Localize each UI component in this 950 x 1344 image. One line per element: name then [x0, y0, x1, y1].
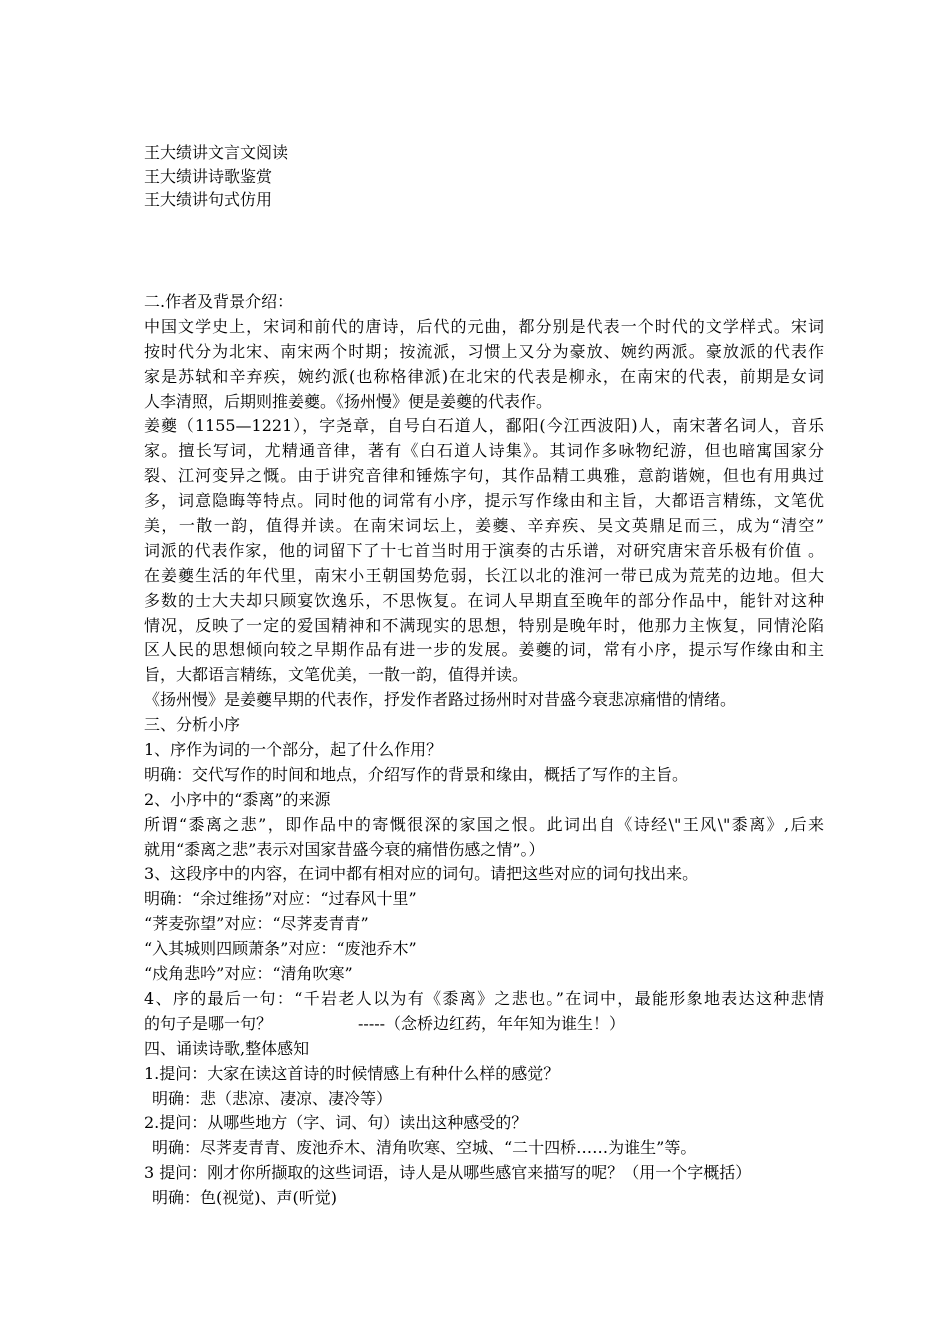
- text-line-content: 2、小序中的“黍离”的来源: [144, 789, 331, 809]
- text-line: [144, 912, 824, 937]
- text-line-content: 裂、江河变异之慨。由于讲究音律和锤炼字句，其作品精工典雅，意韵谐婉，但也有用典过: [144, 466, 824, 486]
- text-line: [144, 663, 824, 688]
- text-line: [144, 838, 824, 863]
- text-line: [144, 489, 824, 514]
- text-line-content: “戍角悲吟”对应：“清角吹寒”: [144, 964, 353, 984]
- text-line-content: 姜夔（1155—1221），字尧章，自号白石道人，鄱阳(今江西波阳)人，南宋著名词人，音乐: [144, 416, 824, 436]
- text-line: [144, 813, 824, 838]
- text-line-content: 1、序作为词的一个部分，起了什么作用？: [144, 740, 443, 760]
- text-line-content: 多，词意隐晦等特点。同时他的词常有小序，提示写作缘由和主旨，大都语言精练，文笔优: [144, 491, 824, 511]
- text-line: [144, 589, 824, 614]
- text-line-content: 多数的士大夫却只顾宴饮逸乐，不思恢复。在词人早期直至晚年的部分作品中，能针对这种: [144, 590, 824, 610]
- text-line-content: 明确：尽荠麦青青、废池乔木、清角吹寒、空城、“二十四桥……为谁生”等。: [152, 1138, 697, 1158]
- text-line: [144, 987, 824, 1012]
- text-line: [144, 340, 824, 365]
- related-link[interactable]: 王大绩讲文言文阅读: [144, 143, 289, 162]
- text-line: [144, 1136, 824, 1161]
- text-line-content: 1.提问：大家在读这首诗的时候情感上有种什么样的感觉？: [144, 1063, 560, 1083]
- text-line-content: “荠麦弥望”对应：“尽荠麦青青”: [144, 914, 369, 934]
- document-body: [144, 290, 824, 1211]
- related-link[interactable]: 王大绩讲诗歌鉴赏: [144, 166, 273, 186]
- text-line-content: 旨，大都语言精练，文笔优美，一散一韵，值得并读。: [144, 665, 529, 685]
- text-line-content: 所谓“黍离之悲”，即作品中的寄慨很深的家国之恨。此词出自《诗经\"王风\"黍离》,后来: [144, 814, 824, 834]
- text-line: [144, 688, 824, 713]
- text-line: [144, 614, 824, 639]
- related-links: [144, 141, 824, 212]
- text-line-content: 明确：色(视觉)、声(听觉): [152, 1188, 337, 1208]
- text-line-content: 明确：交代写作的时间和地点，介绍写作的背景和缘由，概括了写作的主旨。: [144, 764, 689, 784]
- text-line-content: 《扬州慢》是姜夔早期的代表作，抒发作者路过扬州时对昔盛今衰悲凉痛惜的情绪。: [144, 690, 737, 710]
- text-line-content: 三、分析小序: [144, 715, 241, 735]
- text-line: [144, 1037, 824, 1062]
- text-line: [144, 539, 824, 564]
- text-line-content: 3 提问：刚才你所撷取的这些词语，诗人是从哪些感官来描写的呢？（用一个字概括）: [144, 1163, 752, 1183]
- text-line: [144, 1161, 824, 1186]
- text-line: [144, 439, 824, 464]
- text-line-content: 4、序的最后一句：“千岩老人以为有《黍离》之悲也。”在词中，最能形象地表达这种悲情: [144, 988, 824, 1008]
- text-line-content: 就用“黍离之悲”表示对国家昔盛今衰的痛惜伤感之情”。）: [144, 839, 545, 859]
- text-line: [144, 315, 824, 340]
- text-line-content: 的句子是哪一句？: [144, 1013, 273, 1033]
- text-line-content: 家是苏轼和辛弃疾，婉约派(也称格律派)在北宋的代表是柳永，在南宋的代表，前期是女词: [144, 366, 824, 386]
- text-line-content: 在姜夔生活的年代里，南宋小王朝国势危弱，长江以北的淮河一带已成为荒芜的边地。但大: [144, 565, 824, 585]
- text-line: [144, 1012, 824, 1037]
- text-line-content: 明确：悲（悲凉、凄凉、凄冷等）: [152, 1088, 393, 1108]
- text-line: [144, 365, 824, 390]
- text-line-content: 二.作者及背景介绍：: [144, 292, 294, 311]
- text-line: [144, 290, 824, 315]
- text-line: [144, 887, 824, 912]
- text-line-content: 美，一散一韵，值得并读。在南宋词坛上，姜夔、辛弃疾、吴文英鼎足而三，成为“清空”: [144, 516, 824, 536]
- text-line: [144, 514, 824, 539]
- text-line: [144, 862, 824, 887]
- text-line-content: 情况，反映了一定的爱国精神和不满现实的思想，特别是晚年时，他那力主恢复，同情沦陷: [144, 615, 824, 635]
- text-line: [144, 713, 824, 738]
- text-line-content: 家。擅长写词，尤精通音律，著有《白石道人诗集》。其词作多咏物纪游，但也暗寓国家分: [144, 441, 824, 461]
- text-line: [144, 564, 824, 589]
- text-line: [144, 1087, 824, 1112]
- text-line: [144, 1111, 824, 1136]
- text-line: [144, 1062, 824, 1087]
- text-line: [144, 763, 824, 788]
- text-line: [144, 390, 824, 415]
- text-line: [144, 464, 824, 489]
- answer-text: -----（念桥边红药，年年知为谁生！）: [358, 1013, 626, 1033]
- text-line: [144, 738, 824, 763]
- text-line-content: 区人民的思想倾向较之早期作品有进一步的发展。姜夔的词，常有小序，提示写作缘由和主: [144, 640, 824, 660]
- text-line: [144, 414, 824, 439]
- related-link[interactable]: 王大绩讲句式仿用: [144, 190, 273, 209]
- text-line-content: 2.提问：从哪些地方（字、词、句）读出这种感受的？: [144, 1113, 528, 1133]
- text-line-content: 按时代分为北宋、南宋两个时期；按流派，习惯上又分为豪放、婉约两派。豪放派的代表作: [144, 341, 824, 361]
- text-line-content: “入其城则四顾萧条”对应：“废池乔木”: [144, 939, 417, 959]
- text-line: [144, 1186, 824, 1211]
- text-line: [144, 962, 824, 987]
- text-line: [144, 788, 824, 813]
- text-line-content: 明确：“余过维扬”对应：“过春风十里”: [144, 889, 417, 909]
- text-line-content: 四、诵读诗歌,整体感知: [144, 1038, 310, 1058]
- text-line-content: 人李清照，后期则推姜夔。《扬州慢》便是姜夔的代表作。: [144, 391, 553, 411]
- text-line-content: 词派的代表作家，他的词留下了十七首当时用于演奏的古乐谱，对研究唐宋音乐极有价值 。: [144, 540, 824, 560]
- text-line-content: 中国文学史上，宋词和前代的唐诗，后代的元曲，都分别是代表一个时代的文学样式。宋词: [144, 316, 824, 336]
- text-line: [144, 937, 824, 962]
- text-line-content: 3、这段序中的内容，在词中都有相对应的词句。请把这些对应的词句找出来。: [144, 864, 699, 884]
- text-line: [144, 638, 824, 663]
